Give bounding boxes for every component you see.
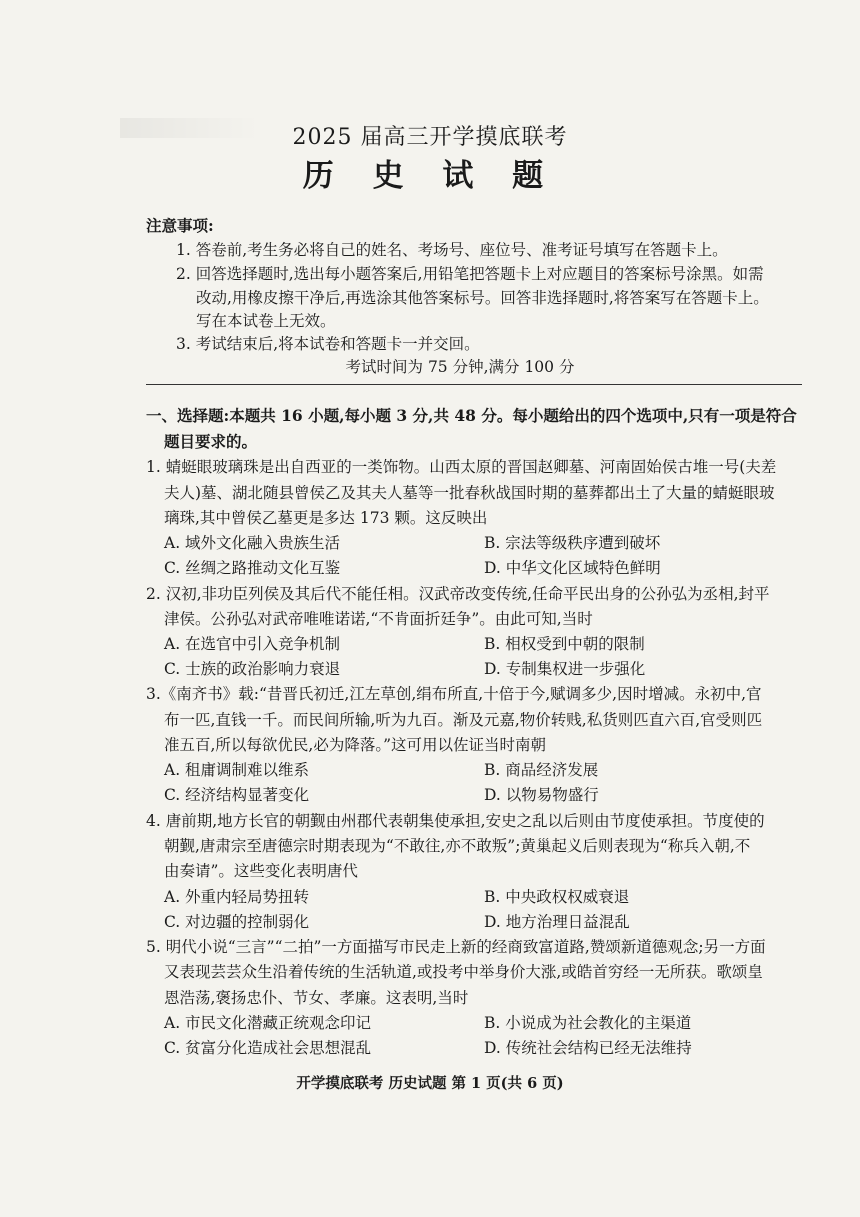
- question-text: 璃珠,其中曾侯乙墓更是多达 173 颗。这反映出: [164, 509, 488, 527]
- notice-line: 改动,用橡皮擦干净后,再选涂其他答案标号。回答非选择题时,将答案写在答题卡上。: [196, 289, 769, 307]
- section-title-cont: 题目要求的。: [164, 432, 258, 451]
- question-text: 准五百,所以每欲优民,必为降落。”这可用以佐证当时南朝: [164, 736, 547, 754]
- notice-line: 写在本试卷上无效。: [196, 312, 336, 330]
- notice-line: 3. 考试结束后,将本试卷和答题卡一并交回。: [176, 335, 480, 353]
- option-b: B. 宗法等级秩序遭到破坏: [484, 534, 661, 552]
- notice-heading: 注意事项:: [146, 216, 214, 235]
- notice-line: 1. 答卷前,考生务必将自己的姓名、考场号、座位号、准考证号填写在答题卡上。: [176, 241, 728, 259]
- question-text: 3.《南齐书》载:“昔晋氏初迁,江左草创,绢布所直,十倍于今,赋调多少,因时增减。永初中,官: [146, 685, 762, 703]
- page-footer: 开学摸底联考 历史试题 第 1 页(共 6 页): [296, 1075, 564, 1092]
- option-a: A. 在选官中引入竞争机制: [164, 635, 341, 653]
- exam-title: 2025 届高三开学摸底联考: [292, 125, 568, 150]
- question-text: 朝觐,唐肃宗至唐德宗时期表现为“不敢往,亦不敢叛”;黄巢起义后则表现为“称兵入朝,不: [164, 837, 751, 855]
- option-d: D. 专制集权进一步强化: [484, 660, 646, 678]
- option-c: C. 贫富分化造成社会思想混乱: [164, 1039, 372, 1057]
- option-d: D. 中华文化区域特色鲜明: [484, 559, 661, 577]
- question-text: 5. 明代小说“三言”“二拍”一方面描写市民走上新的经商致富道路,赞颂新道德观念;另一方面: [146, 938, 766, 956]
- exam-time: 考试时间为 75 分钟,满分 100 分: [345, 358, 575, 376]
- option-d: D. 以物易物盛行: [484, 786, 599, 804]
- option-d: D. 地方治理日益混乱: [484, 913, 630, 931]
- option-d: D. 传统社会结构已经无法维持: [484, 1039, 692, 1057]
- option-c: C. 对边疆的控制弱化: [164, 913, 310, 931]
- option-a: A. 外重内轻局势扭转: [164, 888, 310, 906]
- option-c: C. 丝绸之路推动文化互鉴: [164, 559, 341, 577]
- question-text: 4. 唐前期,地方长官的朝觐由州郡代表朝集使承担,安史之乱以后则由节度使承担。节度使的: [146, 812, 765, 830]
- section-title: 一、选择题:本题共 16 小题,每小题 3 分,共 48 分。每小题给出的四个选项中,只有一项是符合: [146, 406, 797, 425]
- question-text: 夫人)墓、湖北随县曾侯乙及其夫人墓等一批春秋战国时期的墓葬都出土了大量的蜻蜓眼玻: [164, 484, 775, 502]
- option-a: A. 租庸调制难以维系: [164, 761, 310, 779]
- question-text: 2. 汉初,非功臣列侯及其后代不能任相。汉武帝改变传统,任命平民出身的公孙弘为丞相,封平: [146, 585, 770, 603]
- option-b: B. 商品经济发展: [484, 761, 599, 779]
- notice-line: 2. 回答选择题时,选出每小题答案后,用铅笔把答题卡上对应题目的答案标号涂黑。如需: [176, 265, 764, 283]
- question-text: 布一匹,直钱一千。而民间所输,听为九百。渐及元嘉,物价转贱,私货则匹直六百,官受则匹: [164, 711, 763, 729]
- option-c: C. 士族的政治影响力衰退: [164, 660, 341, 678]
- option-c: C. 经济结构显著变化: [164, 786, 310, 804]
- question-text: 津侯。公孙弘对武帝唯唯诺诺,“不肯面折廷争”。由此可知,当时: [164, 610, 593, 628]
- option-b: B. 小说成为社会教化的主渠道: [484, 1014, 692, 1032]
- option-a: A. 市民文化潜藏正统观念印记: [164, 1014, 372, 1032]
- divider: [146, 384, 802, 385]
- option-b: B. 相权受到中朝的限制: [484, 635, 645, 653]
- subject-title: 历 史 试 题: [302, 158, 558, 194]
- option-b: B. 中央政权权威衰退: [484, 888, 630, 906]
- question-text: 由奏请”。这些变化表明唐代: [164, 862, 358, 880]
- question-text: 又表现芸芸众生沿着传统的生活轨道,或投考中举身价大涨,或皓首穷经一无所获。歌颂皇: [164, 963, 763, 981]
- question-text: 1. 蜻蜓眼玻璃珠是出自西亚的一类饰物。山西太原的晋国赵卿墓、河南固始侯古堆一号(夫差: [146, 458, 777, 476]
- option-a: A. 域外文化融入贵族生活: [164, 534, 341, 552]
- question-text: 恩浩荡,褒扬忠仆、节女、孝廉。这表明,当时: [164, 989, 469, 1007]
